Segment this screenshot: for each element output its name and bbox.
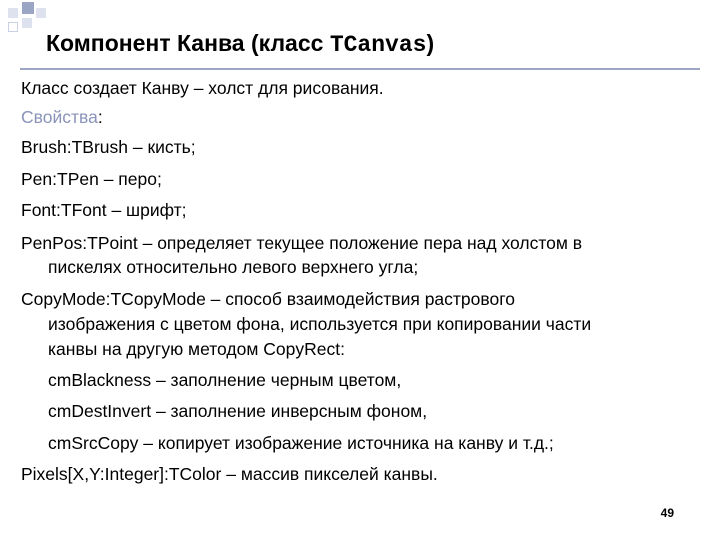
property-penpos-line2: пискелях относительно левого верхнего угла; xyxy=(48,257,419,277)
property-pixels: Pixels[X,Y:Integer]:TColor – массив пикселей канвы. xyxy=(21,464,438,484)
title-class-name: TCanvas xyxy=(329,32,427,58)
property-font: Font:TFont – шрифт; xyxy=(21,200,187,220)
title-divider xyxy=(20,68,700,70)
title-suffix: ) xyxy=(426,30,435,56)
slide-title xyxy=(46,30,434,58)
copymode-cmdestinvert: cmDestInvert – заполнение инверсным фоном, xyxy=(48,401,428,421)
copymode-cmsrccopy: cmSrcCopy – копирует изображение источника на канву и т.д.; xyxy=(48,433,554,453)
title-prefix: Компонент Канва (класс xyxy=(46,30,330,56)
property-copymode-line2: изображения с цветом фона, используется при копировании части xyxy=(48,314,592,334)
property-brush: Brush:TBrush – кисть; xyxy=(21,137,196,157)
property-penpos-line1: PenPos:TPoint – определяет текущее положение пера над холстом в xyxy=(21,233,583,253)
properties-label: Свойства xyxy=(21,107,98,127)
intro-text: Класс создает Канву – холст для рисования. xyxy=(21,78,384,98)
property-pen: Pen:TPen – перо; xyxy=(21,169,162,189)
page-number: 49 xyxy=(660,506,674,520)
copymode-cmblackness: cmBlackness – заполнение черным цветом, xyxy=(48,370,402,390)
properties-heading xyxy=(21,105,103,130)
property-copymode-line3: канвы на другую методом CopyRect: xyxy=(48,339,345,359)
properties-colon: : xyxy=(97,107,103,127)
property-copymode-line1: CopyMode:TCopyMode – способ взаимодействия растрового xyxy=(21,289,515,309)
